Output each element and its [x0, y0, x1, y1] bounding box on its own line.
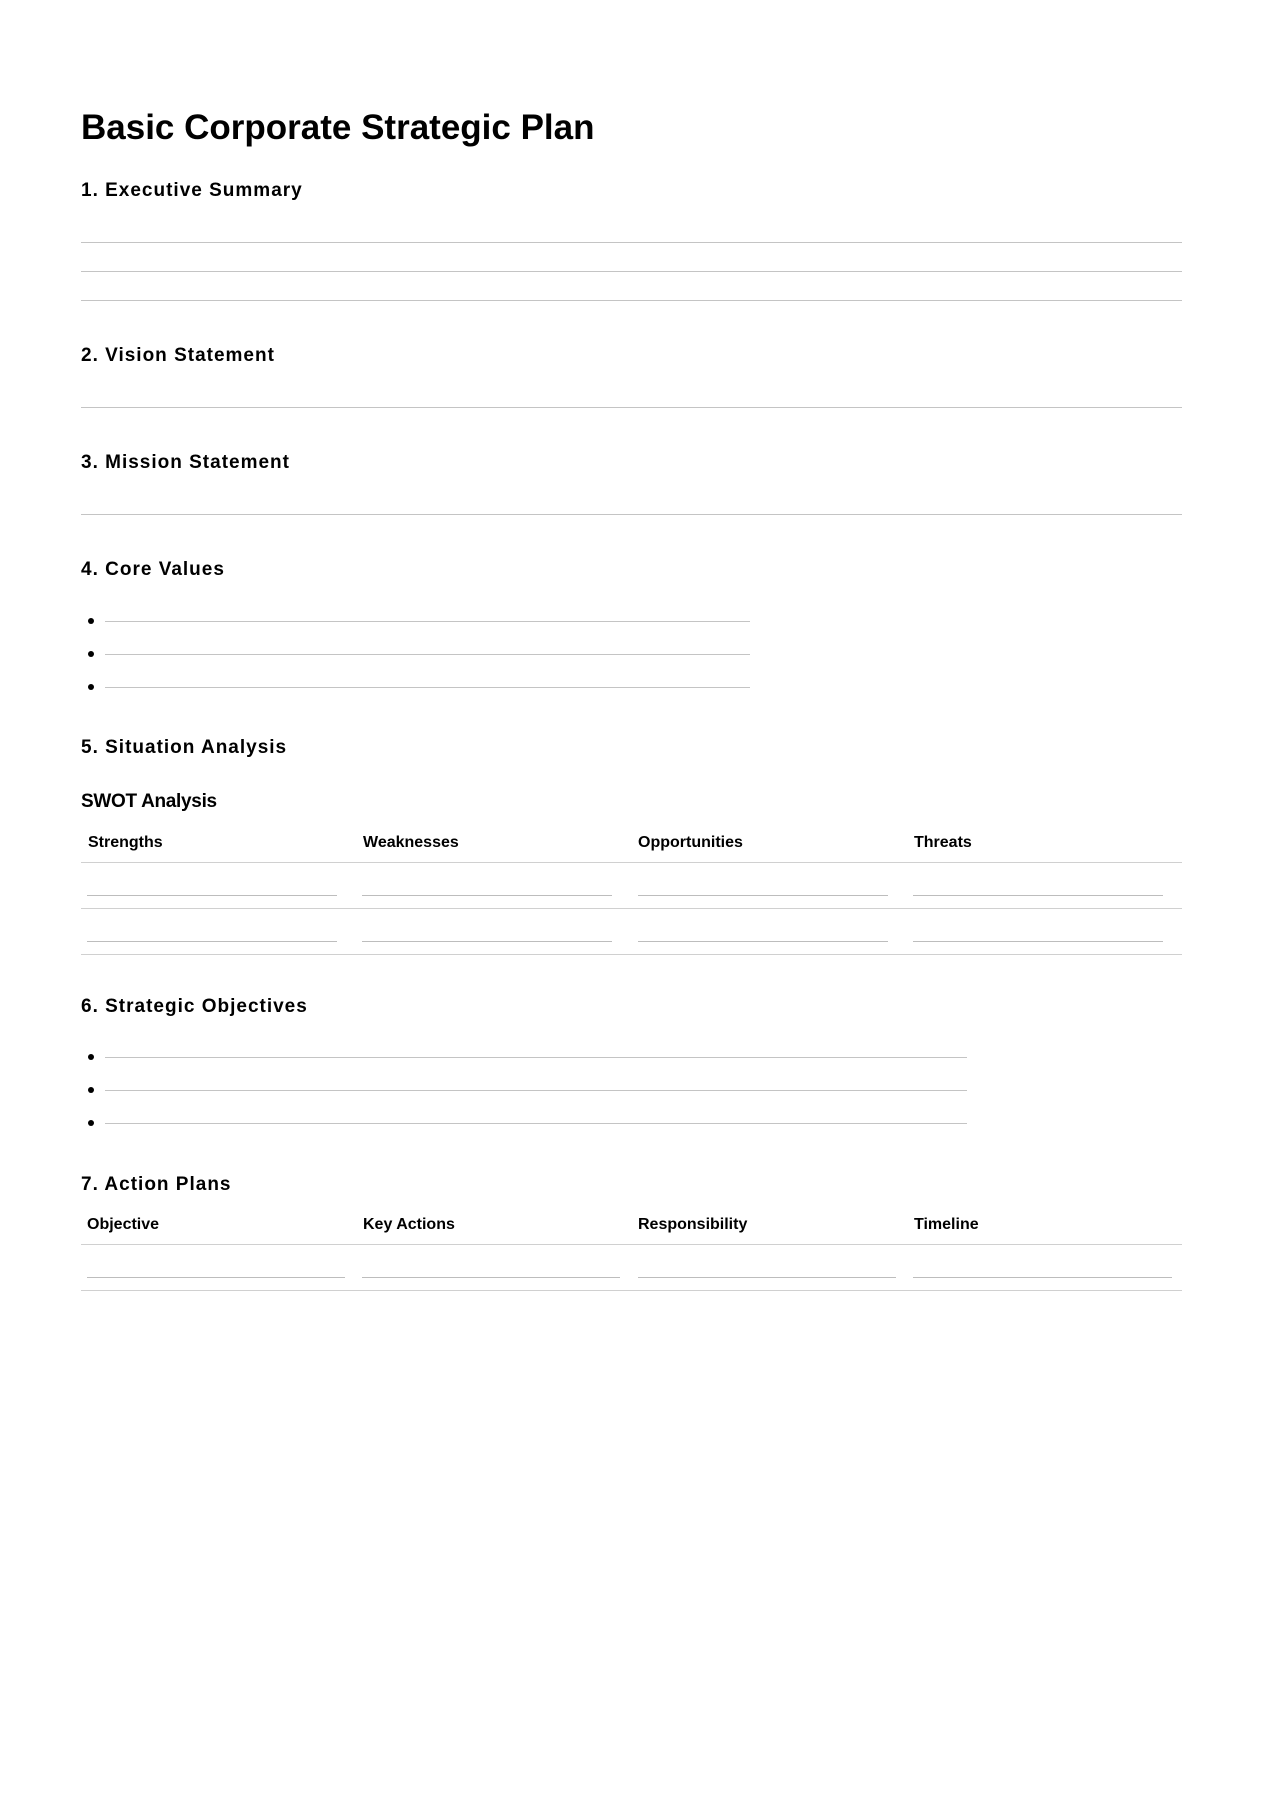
heading-executive-summary: 1. Executive Summary: [81, 180, 303, 201]
bullet-icon: [88, 684, 94, 690]
action-header-border: [81, 1244, 1182, 1245]
swot-header-opportunities: Opportunities: [638, 834, 743, 851]
swot-header-threats: Threats: [914, 834, 972, 851]
heading-strategic-objectives: 6. Strategic Objectives: [81, 996, 308, 1017]
action-key-actions-input[interactable]: [362, 1277, 620, 1278]
executive-summary-line-3[interactable]: [81, 300, 1182, 301]
action-header-timeline: Timeline: [914, 1216, 979, 1233]
bullet-icon: [88, 1087, 94, 1093]
heading-core-values: 4. Core Values: [81, 559, 225, 580]
swot-weaknesses-input-2[interactable]: [362, 941, 612, 942]
action-timeline-input[interactable]: [913, 1277, 1172, 1278]
objective-line-3[interactable]: [105, 1123, 967, 1124]
bullet-icon: [88, 618, 94, 624]
action-header-responsibility: Responsibility: [638, 1216, 748, 1233]
heading-situation-analysis: 5. Situation Analysis: [81, 737, 288, 758]
core-value-line-1[interactable]: [105, 621, 750, 622]
vision-statement-line[interactable]: [81, 407, 1182, 408]
swot-strengths-input-2[interactable]: [87, 941, 337, 942]
swot-header-border: [81, 862, 1182, 863]
swot-header-weaknesses: Weaknesses: [363, 834, 459, 851]
swot-threats-input-2[interactable]: [913, 941, 1163, 942]
swot-strengths-input-1[interactable]: [87, 895, 337, 896]
action-objective-input[interactable]: [87, 1277, 345, 1278]
swot-threats-input-1[interactable]: [913, 895, 1163, 896]
document-title: Basic Corporate Strategic Plan: [81, 108, 595, 147]
mission-statement-line[interactable]: [81, 514, 1182, 515]
action-responsibility-input[interactable]: [638, 1277, 896, 1278]
action-header-objective: Objective: [87, 1216, 160, 1233]
heading-mission-statement: 3. Mission Statement: [81, 452, 290, 473]
swot-opportunities-input-1[interactable]: [638, 895, 888, 896]
heading-action-plans: 7. Action Plans: [81, 1174, 232, 1195]
bullet-icon: [88, 1120, 94, 1126]
swot-row-border: [81, 908, 1182, 909]
core-value-line-2[interactable]: [105, 654, 750, 655]
swot-opportunities-input-2[interactable]: [638, 941, 888, 942]
core-value-line-3[interactable]: [105, 687, 750, 688]
bullet-icon: [88, 651, 94, 657]
action-header-key-actions: Key Actions: [363, 1216, 455, 1233]
heading-vision-statement: 2. Vision Statement: [81, 345, 275, 366]
executive-summary-line-2[interactable]: [81, 271, 1182, 272]
objective-line-1[interactable]: [105, 1057, 967, 1058]
swot-row-border: [81, 954, 1182, 955]
swot-weaknesses-input-1[interactable]: [362, 895, 612, 896]
action-row-border: [81, 1290, 1182, 1291]
objective-line-2[interactable]: [105, 1090, 967, 1091]
swot-header-strengths: Strengths: [88, 834, 163, 851]
executive-summary-line-1[interactable]: [81, 242, 1182, 243]
bullet-icon: [88, 1054, 94, 1060]
subheading-swot-analysis: SWOT Analysis: [81, 791, 217, 812]
